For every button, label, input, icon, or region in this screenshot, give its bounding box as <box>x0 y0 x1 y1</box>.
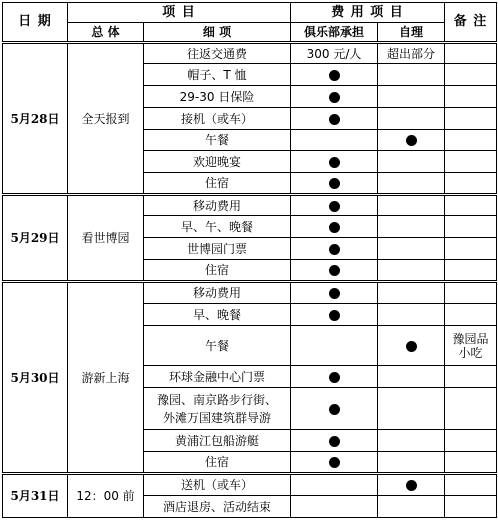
club-dot-icon <box>329 92 340 103</box>
item-detail: 酒店退房、活动结束 <box>144 496 291 518</box>
header-detail: 细 项 <box>144 23 291 43</box>
club-dot-icon <box>329 265 340 276</box>
day-overall: 游新上海 <box>68 282 144 474</box>
club-dot-icon <box>329 310 340 321</box>
item-detail: 早、午、晚餐 <box>144 216 291 238</box>
club-dot-icon <box>329 404 340 415</box>
item-detail: 住宿 <box>144 452 291 474</box>
item-detail: 帽子、T 恤 <box>144 64 291 86</box>
club-dot-icon <box>329 457 340 468</box>
self-dot-icon <box>406 135 417 146</box>
self-dot-icon <box>406 480 417 491</box>
item-detail: 移动费用 <box>144 282 291 304</box>
detail-line: 豫园、南京路步行街、 <box>156 392 277 407</box>
item-detail: 移动费用 <box>144 195 291 216</box>
detail-line: 外滩万国建筑群导游 <box>162 410 271 425</box>
item-detail: 欢迎晚宴 <box>144 151 291 173</box>
header-overall: 总 体 <box>68 23 144 43</box>
day-date: 5月29日 <box>3 195 68 282</box>
item-detail: 世博园门票 <box>144 238 291 260</box>
day-overall: 全天报到 <box>68 43 144 195</box>
remark-cell <box>445 326 497 366</box>
item-detail: 环球金融中心门票 <box>144 366 291 388</box>
item-detail: 住宿 <box>144 260 291 282</box>
club-dot-icon <box>329 201 340 212</box>
remark-line: 豫园品 <box>452 331 489 346</box>
club-dot-icon <box>329 372 340 383</box>
item-detail: 黄浦江包船游艇 <box>144 430 291 452</box>
item-detail <box>144 388 291 430</box>
club-dot-icon <box>329 244 340 255</box>
header-remarks: 备 注 <box>445 3 497 43</box>
table-row <box>3 474 497 496</box>
club-dot-icon <box>329 288 340 299</box>
day-overall: 12：00 前 <box>68 474 144 518</box>
header-fee-project: 费 用 项 目 <box>291 3 445 23</box>
day-overall: 看世博园 <box>68 195 144 282</box>
item-detail: 午餐 <box>144 326 291 366</box>
self-cost-text: 超出部分 <box>378 43 445 64</box>
club-cost-text: 300 元/人 <box>291 43 378 64</box>
table-row <box>3 43 497 64</box>
item-detail: 早、晚餐 <box>144 304 291 326</box>
club-dot-icon <box>329 157 340 168</box>
item-detail: 午餐 <box>144 130 291 151</box>
club-dot-icon <box>329 70 340 81</box>
table-row <box>3 282 497 304</box>
club-dot-icon <box>329 178 340 189</box>
remark-line: 小吃 <box>458 345 483 360</box>
item-detail: 往返交通费 <box>144 43 291 64</box>
header-project: 项 目 <box>68 3 291 23</box>
item-detail: 29-30 日保险 <box>144 86 291 108</box>
header-date: 日 期 <box>3 3 68 43</box>
header-row <box>3 3 497 23</box>
item-detail: 住宿 <box>144 173 291 195</box>
club-dot-icon <box>329 114 340 125</box>
header-self-pays: 自理 <box>378 23 445 43</box>
table-row <box>3 195 497 216</box>
day-date: 5月28日 <box>3 43 68 195</box>
day-date: 5月31日 <box>3 474 68 518</box>
header-club-pays: 俱乐部承担 <box>291 23 378 43</box>
club-dot-icon <box>329 222 340 233</box>
self-dot-icon <box>406 341 417 352</box>
schedule-table <box>2 2 497 518</box>
remark-cell <box>445 43 497 64</box>
item-detail: 送机（或车） <box>144 474 291 496</box>
item-detail: 接机（或车） <box>144 108 291 130</box>
club-dot-icon <box>329 436 340 447</box>
day-date: 5月30日 <box>3 282 68 474</box>
subheader-row <box>3 23 497 43</box>
